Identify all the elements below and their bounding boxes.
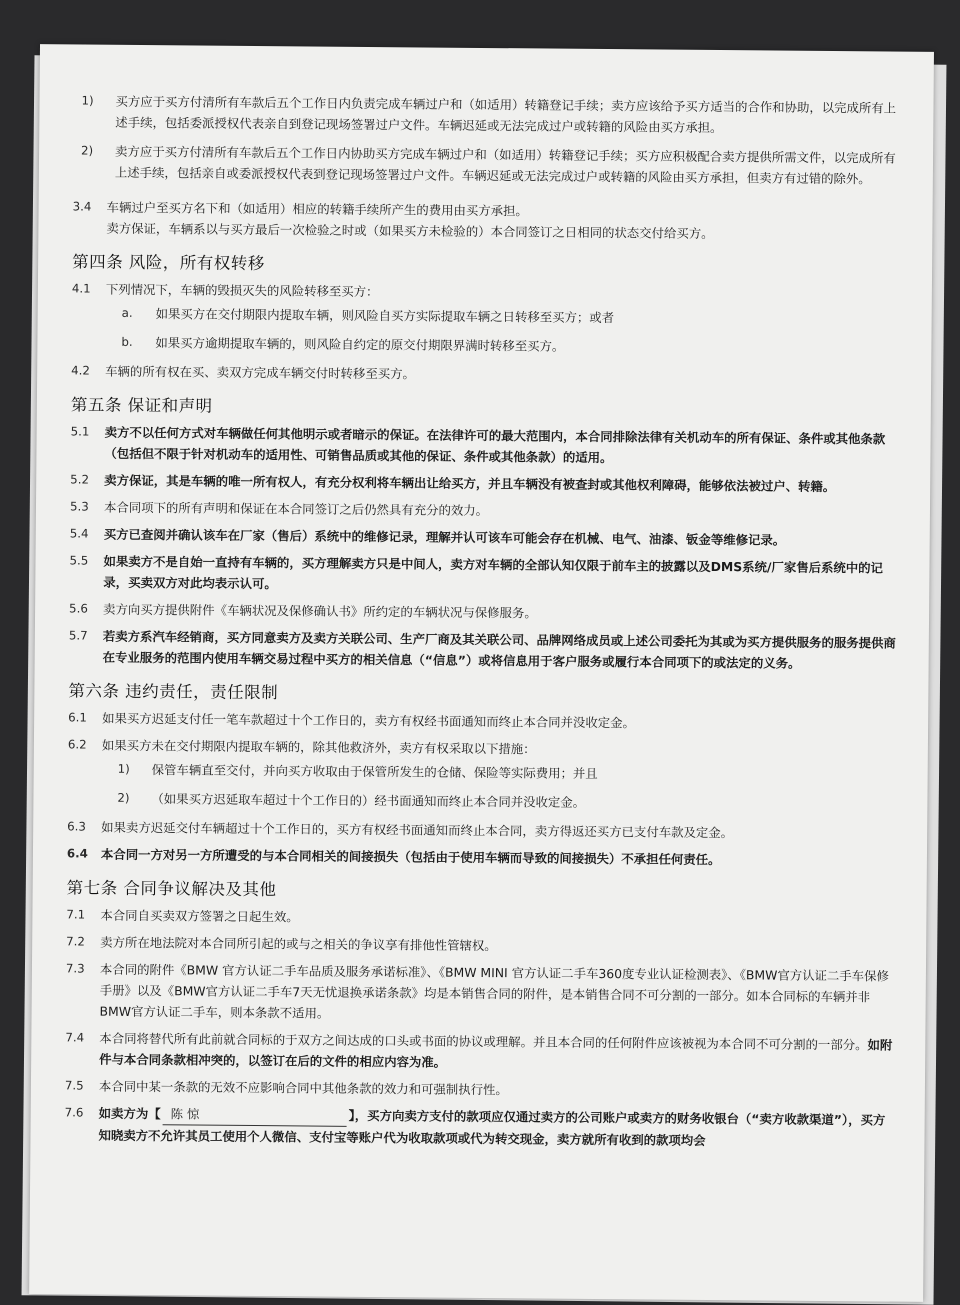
clause-5-6	[69, 598, 899, 626]
clause-number: 7.1	[66, 907, 86, 922]
clause-number: a.	[121, 305, 133, 320]
clause-number: 5.5	[69, 553, 89, 568]
clause-text	[98, 1103, 894, 1153]
clause-text: 卖方所在地法院对本合同所引起的或与之相关的争议享有排他性管辖权。	[100, 934, 497, 954]
clause-text: 买方应于买方付清所有车款后五个工作日内负责完成车辆过户和（如适用）转籍登记手续；卖方应该给予买方适当的合作和协助，以完成所有上述手续，包括委派授权代表亲自到登记现场签署过户文件。车辆迟延或无法完成过户或转籍的风险由买方承担。	[115, 93, 897, 136]
clause-text: 车辆的所有权在买、卖双方完成车辆交付时转移至买方。	[105, 363, 415, 382]
clause-number: 5.6	[69, 601, 88, 616]
clause-text-suffix: 】，买方向卖方支付的款项应仅通过卖方的公司账户或卖方的财务收银台（“卖方收款渠道”），买方知晓卖方不允许其员工使用个人微信、支付宝等账户代为收取款项或代为转交现金，卖方就所有收到的款项均会	[98, 1107, 886, 1148]
clause-number: 6.4	[66, 846, 88, 861]
clause-6-2	[68, 734, 898, 762]
clause-text: 买方已查阅并确认该车在厂家（售后）系统中的维修记录，理解并认可该车可能会存在机械、电气、油漆、钣金等维修记录。	[103, 526, 786, 548]
clause-number: b.	[121, 334, 133, 349]
clause-number: 4.1	[71, 281, 91, 296]
clause-text: 保管车辆直至交付，并向买方收取由于保管所发生的仓储、保险等实际费用；并且	[151, 762, 598, 781]
clause-7-3	[65, 958, 896, 1028]
clause-number: 1)	[81, 93, 94, 108]
clause-7-6	[64, 1102, 894, 1152]
clause-4-1-b	[71, 331, 901, 359]
clause-text: 下列情况下，车辆的毁损灭失的风险转移至买方：	[105, 281, 379, 300]
clause-number: 4.2	[71, 363, 90, 378]
article-6-heading: 第六条 违约责任，责任限制	[68, 681, 279, 703]
clause-number: 5.7	[68, 628, 88, 643]
clause-6-2-2	[67, 787, 897, 815]
clause-5-7	[69, 625, 899, 674]
clause-6-1	[68, 707, 898, 735]
clause-5-4	[70, 523, 900, 551]
clause-5-1	[70, 421, 900, 470]
clause-number: 7.2	[66, 934, 86, 949]
clause-7-2	[66, 931, 896, 959]
clause-text: 卖方应于买方付清所有车款后五个工作日内协助买方完成车辆过户和（如适用）转籍登记手续；买方应积极配合卖方提供所需文件，以完成所有上述手续，包括亲自或委派授权代表到登记现场签署过户文件。车辆迟延或无法完成过户或转籍的风险由买方承担，但卖方有过错的除外。	[114, 143, 896, 187]
clause-text: 如果买方逾期提取车辆的，则风险自约定的原交付期限界满时转移至买方。	[155, 335, 565, 354]
clause-text: 本合同的附件《BMW 官方认证二手车品质及服务承诺标准》、《BMW MINI 官方认证二手车360度专业认证检测表》、《BMW官方认证二手车保修手册》以及《BMW官方认证二手车7天无忧退换承诺条款》均是本销售合同的附件，是本销售合同不可分割的一部分。如本合同标的车辆并非BMW官方认证二手车，则本条款不适用。	[99, 961, 889, 1021]
clause-number: 5.3	[69, 499, 89, 514]
clause-7-1	[66, 904, 896, 932]
clause-6-2-1	[68, 758, 898, 786]
clause-text	[99, 1028, 895, 1077]
clause-text: 本合同自买卖双方签署之日起生效。	[100, 907, 299, 925]
clause-text: 如果买方未在交付期限内提取车辆的，除其他救济外，卖方有权采取以下措施：	[101, 737, 536, 757]
clause-number: 1)	[117, 761, 130, 776]
clause-4-1-a	[72, 302, 902, 330]
clause-text: 本合同项下的所有声明和保证在本合同签订之后仍然具有充分的效力。	[103, 499, 489, 519]
clause-6-4	[67, 843, 897, 871]
clause-7-5	[65, 1075, 895, 1103]
clause-text: 若卖方系汽车经销商，买方同意卖方及卖方关联公司、生产厂商及其关联公司、品牌网络成员或上述公司委托为其或为买方提供服务的服务提供商在专业服务的范围内使用车辆交易过程中买方的相关信息（“信息”）或将信息用于客户服务或履行本合同项下的或法定的义务。	[102, 628, 896, 671]
clause-number: 3.4	[72, 199, 92, 214]
clause-5-2	[70, 469, 900, 497]
clause-text: 本合同一方对另一方所遭受的与本合同相关的间接损失（包括由于使用车辆而导致的间接损失）不承担任何责任。	[100, 846, 721, 868]
contract-body	[64, 90, 903, 1158]
clause-text: 本合同中某一条款的无效不应影响合同中其他条款的效力和可强制执行性。	[98, 1078, 508, 1098]
clause-number: 6.3	[67, 819, 87, 834]
clause-text: （如果买方迟延取车超过十个工作日的）经书面通知而终止本合同并没收定金。	[151, 791, 586, 810]
clause-text-prefix: 如卖方为【	[98, 1105, 161, 1122]
clause-text: 如果买方在交付期限内提取车辆，则风险自买方实际提取车辆之日转移至买方；或者	[155, 306, 615, 326]
clause-number: 2)	[117, 790, 130, 805]
clause-3-4	[72, 196, 902, 245]
clause-text: 如果买方迟延支付任一笔车款超过十个工作日的，卖方有权经书面通知而终止本合同并没收定金。	[102, 710, 635, 731]
clause-5-3	[70, 496, 900, 524]
clause-number: 2)	[81, 143, 94, 158]
clause-number: 5.4	[69, 526, 89, 541]
article-4-heading: 第四条 风险，所有权转移	[72, 252, 265, 274]
clause-3-3-1	[73, 90, 903, 139]
clause-number: 7.4	[65, 1030, 85, 1045]
clause-number: 7.5	[64, 1078, 84, 1093]
clause-text-bold: 如附件与本合同条款相冲突的，以签订在后的文件的相应内容为准。	[99, 1037, 893, 1070]
clause-text: 车辆过户至买方名下和（如适用）相应的转籍手续所产生的费用由买方承担。 卖方保证，车辆系以与买方最后一次检验之时或（如果买方未检验的）本合同签订之日相同的状态交付给买方。	[106, 199, 714, 241]
clause-text: 卖方不以任何方式对车辆做任何其他明示或者暗示的保证。在法律许可的最大范围内，本合同排除法律有关机动车的所有保证、条件或其他条款（包括但不限于针对机动车的适用性、可销售品质或其他的保证、条件或其他条款）的适用。	[104, 424, 886, 466]
clause-number: 7.3	[65, 961, 85, 976]
clause-number: 5.2	[70, 472, 90, 487]
clause-3-3-2	[73, 140, 903, 189]
seller-name-field: 陈 惊	[163, 1103, 347, 1127]
contract-page	[29, 44, 934, 1302]
clause-number: 6.2	[67, 737, 87, 752]
clause-4-2	[71, 360, 901, 388]
clause-text-normal: 本合同将替代所有此前就合同标的于双方之间达成的口头或书面的协议或理解。并且本合同的任何附件应该被视为本合同不可分割的一部分。	[99, 1030, 868, 1053]
clause-7-4	[65, 1027, 895, 1076]
clause-4-1	[72, 278, 902, 306]
clause-number: 7.6	[64, 1105, 84, 1120]
clause-6-3	[67, 816, 897, 844]
clause-5-5	[69, 550, 899, 599]
clause-text: 如果卖方迟延交付车辆超过十个工作日的，买方有权经书面通知而终止本合同，卖方得返还买方已支付车款及定金。	[101, 819, 734, 841]
clause-text: 如果卖方不是自始一直持有车辆的，买方理解卖方只是中间人，卖方对车辆的全部认知仅限于前车主的披露以及DMS系统/厂家售后系统中的记录，买卖双方对此均表示认可。	[103, 553, 884, 592]
clause-text: 卖方向买方提供附件《车辆状况及保修确认书》所约定的车辆状况与保修服务。	[103, 601, 537, 621]
clause-number: 6.1	[68, 710, 87, 725]
clause-number: 5.1	[70, 424, 90, 439]
article-7-heading: 第七条 合同争议解决及其他	[66, 878, 277, 900]
article-5-heading: 第五条 保证和声明	[70, 395, 213, 416]
clause-text: 卖方保证，其是车辆的唯一所有权人，有充分权利将车辆出让给买方，并且车辆没有被查封或其他权利障碍，能够依法被过户、转籍。	[104, 472, 836, 495]
